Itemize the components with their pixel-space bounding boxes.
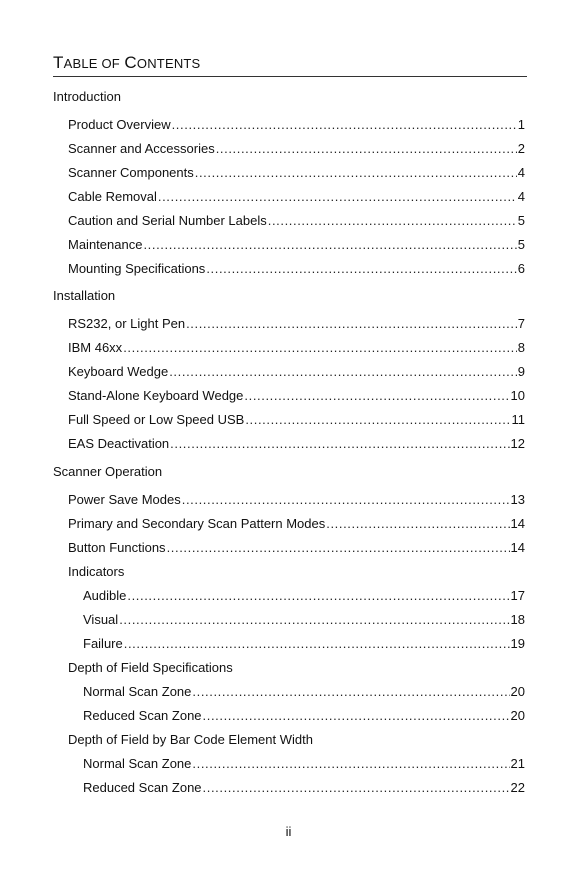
toc-leader-dots [143, 237, 516, 253]
toc-entry[interactable] [83, 612, 525, 628]
toc-entry-page-number: 5 [517, 237, 525, 252]
toc-entry-page-number: 14 [510, 516, 525, 531]
toc-entry-label: Mounting Specifications [68, 261, 206, 276]
toc-entry[interactable] [68, 564, 124, 580]
toc-leader-dots [268, 213, 517, 229]
toc-entry[interactable] [68, 141, 525, 157]
toc-entry-page-number: 14 [510, 540, 525, 555]
toc-section-heading[interactable]: Introduction [53, 89, 121, 104]
toc-entry[interactable] [83, 780, 525, 796]
toc-entry-label: Full Speed or Low Speed USB [68, 412, 245, 427]
toc-leader-dots [127, 588, 509, 604]
toc-entry-page-number: 6 [517, 261, 525, 276]
toc-entry-label: Power Save Modes [68, 492, 181, 507]
toc-leader-dots [124, 636, 510, 652]
toc-leader-dots [195, 165, 517, 181]
title-initial-t: T [53, 53, 64, 72]
toc-entry-label: Stand-Alone Keyboard Wedge [68, 388, 244, 403]
toc-entry-label: Keyboard Wedge [68, 364, 169, 379]
toc-entry-label: Audible [83, 588, 127, 603]
toc-leader-dots [244, 388, 509, 404]
toc-entry-label: RS232, or Light Pen [68, 316, 186, 331]
toc-entry[interactable] [68, 540, 525, 556]
toc-entry[interactable] [68, 165, 525, 181]
toc-leader-dots [206, 261, 516, 277]
page-number: ii [285, 824, 292, 839]
toc-entry[interactable] [83, 708, 525, 724]
toc-entry-page-number: 11 [511, 412, 525, 427]
toc-entry-label: Normal Scan Zone [83, 684, 192, 699]
toc-entry[interactable] [68, 660, 233, 676]
toc-entry-page-number: 8 [517, 340, 525, 355]
toc-entry-page-number: 19 [510, 636, 525, 651]
toc-leader-dots [119, 612, 509, 628]
toc-leader-dots [216, 141, 517, 157]
toc-entry[interactable] [68, 388, 525, 404]
toc-entry-page-number: 21 [510, 756, 525, 771]
toc-entry-page-number: 4 [517, 165, 525, 180]
toc-entry-page-number: 20 [510, 708, 525, 723]
toc-entry-page-number: 4 [517, 189, 525, 204]
toc-section-heading[interactable]: Installation [53, 288, 116, 303]
toc-entry[interactable] [68, 364, 525, 380]
toc-entry[interactable] [68, 412, 525, 428]
toc-entry-label: Caution and Serial Number Labels [68, 213, 267, 228]
toc-entry-label: EAS Deactivation [68, 436, 170, 451]
toc-entry-page-number: 22 [510, 780, 525, 795]
toc-leader-dots [172, 117, 517, 133]
toc-entry-page-number: 18 [510, 612, 525, 627]
toc-entry-label: Product Overview [68, 117, 171, 132]
toc-entry-page-number: 1 [517, 117, 525, 132]
toc-section-heading[interactable]: Scanner Operation [53, 464, 163, 479]
toc-entry-page-number: 5 [517, 213, 525, 228]
toc-entry-label: Cable Removal [68, 189, 157, 204]
toc-leader-dots [186, 316, 517, 332]
toc-leader-dots [245, 412, 510, 428]
toc-entry-label: Depth of Field Specifications [68, 660, 233, 675]
toc-entry-label: Reduced Scan Zone [83, 780, 202, 795]
toc-entry-label: Primary and Secondary Scan Pattern Modes [68, 516, 326, 531]
toc-entry-label: Button Functions [68, 540, 166, 555]
toc-entry-label: Reduced Scan Zone [83, 708, 202, 723]
toc-entry[interactable] [68, 492, 525, 508]
toc-entry-page-number: 20 [510, 684, 525, 699]
toc-entry[interactable] [68, 516, 525, 532]
toc-entry[interactable] [68, 340, 525, 356]
toc-entry-label: Visual [83, 612, 119, 627]
toc-entry[interactable] [83, 756, 525, 772]
toc-entry[interactable] [83, 636, 525, 652]
toc-entry-page-number: 13 [510, 492, 525, 507]
toc-entry-label: Depth of Field by Bar Code Element Width [68, 732, 313, 747]
title-word-contents: ONTENTS [136, 56, 201, 71]
toc-entry-page-number: 17 [510, 588, 525, 603]
toc-entry-page-number: 12 [510, 436, 525, 451]
toc-leader-dots [158, 189, 517, 205]
toc-leader-dots [169, 364, 517, 380]
toc-entry-label: Scanner and Accessories [68, 141, 215, 156]
title-initial-c: C [124, 53, 137, 72]
toc-entry-page-number: 7 [517, 316, 525, 331]
toc-entry[interactable] [68, 189, 525, 205]
toc-leader-dots [192, 756, 509, 772]
toc-entry[interactable] [68, 117, 525, 133]
toc-entry[interactable] [68, 237, 525, 253]
page-title [53, 53, 527, 77]
toc-entry-page-number: 2 [517, 141, 525, 156]
toc-entry-label: IBM 46xx [68, 340, 123, 355]
toc-entry-label: Normal Scan Zone [83, 756, 192, 771]
toc-leader-dots [170, 436, 509, 452]
toc-leader-dots [167, 540, 510, 556]
toc-entry[interactable] [68, 316, 525, 332]
toc-entry-page-number: 10 [510, 388, 525, 403]
toc-leader-dots [326, 516, 509, 532]
toc-entry[interactable] [83, 684, 525, 700]
toc-leader-dots [192, 684, 509, 700]
toc-entry[interactable] [68, 732, 313, 748]
toc-leader-dots [203, 780, 510, 796]
toc-entry[interactable] [68, 213, 525, 229]
toc-entry-label: Maintenance [68, 237, 143, 252]
title-word-table-of: ABLE OF [63, 56, 120, 71]
toc-leader-dots [123, 340, 517, 356]
toc-entry-label: Indicators [68, 564, 125, 579]
toc-entry[interactable] [83, 588, 525, 604]
toc-entry[interactable] [68, 261, 525, 277]
toc-entry-label: Scanner Components [68, 165, 194, 180]
toc-entry-label: Failure [83, 636, 123, 651]
toc-leader-dots [182, 492, 510, 508]
toc-entry-page-number: 9 [517, 364, 525, 379]
toc-entry[interactable] [68, 436, 525, 452]
toc-leader-dots [203, 708, 510, 724]
